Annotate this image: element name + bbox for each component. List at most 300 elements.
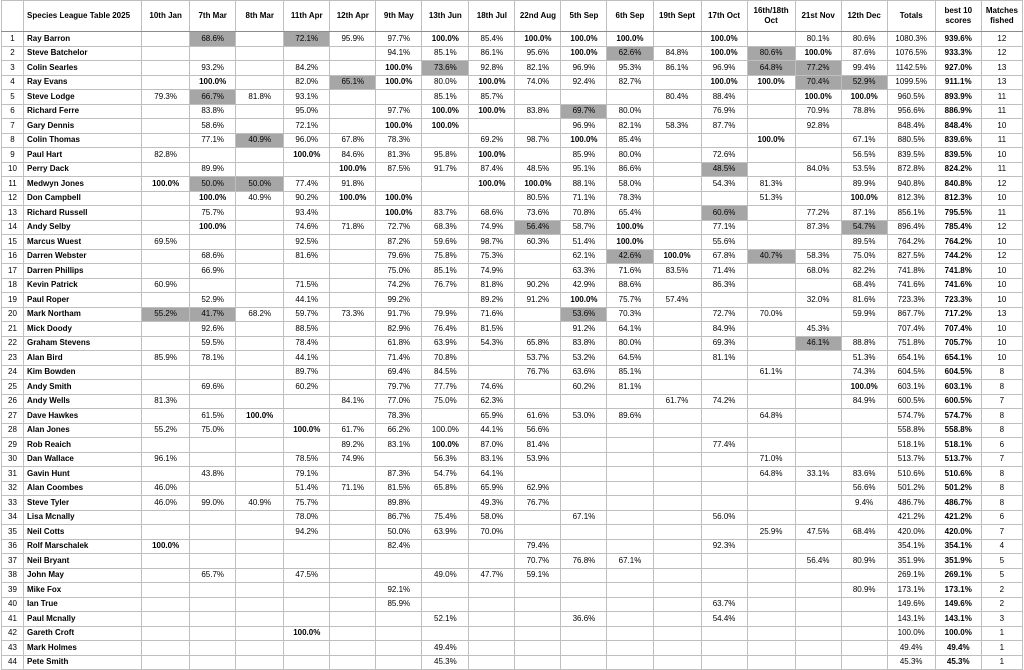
angler-name: Mick Doody xyxy=(24,322,142,337)
score-cell xyxy=(330,104,376,119)
position-cell: 21 xyxy=(2,322,24,337)
score-cell: 91.7% xyxy=(376,307,422,322)
score-cell xyxy=(607,510,653,525)
score-cell: 52.1% xyxy=(422,612,469,627)
score-cell: 70.3% xyxy=(607,307,653,322)
totals-cell: 896.4% xyxy=(887,220,935,235)
table-row xyxy=(2,626,1023,641)
position-cell: 40 xyxy=(2,597,24,612)
score-cell: 77.7% xyxy=(422,380,469,395)
score-cell xyxy=(515,119,561,134)
score-cell: 93.4% xyxy=(284,206,330,221)
totals-cell: 1142.5% xyxy=(887,61,935,76)
score-cell: 67.1% xyxy=(607,554,653,569)
totals-cell: 354.1% xyxy=(887,539,935,554)
score-cell: 88.6% xyxy=(607,278,653,293)
score-cell xyxy=(284,597,330,612)
score-cell xyxy=(330,61,376,76)
score-cell: 58.0% xyxy=(469,510,515,525)
angler-name: Andy Wells xyxy=(24,394,142,409)
score-cell xyxy=(515,90,561,105)
score-cell xyxy=(701,496,747,511)
score-cell xyxy=(236,554,284,569)
score-cell: 95.0% xyxy=(284,104,330,119)
score-cell: 100.0% xyxy=(607,220,653,235)
score-cell xyxy=(607,612,653,627)
matches-fished-cell: 12 xyxy=(981,220,1022,235)
score-cell xyxy=(330,264,376,279)
score-cell: 51.3% xyxy=(747,191,795,206)
totals-cell: 741.6% xyxy=(887,278,935,293)
angler-name: Perry Dack xyxy=(24,162,142,177)
score-cell: 86.3% xyxy=(701,278,747,293)
position-cell: 26 xyxy=(2,394,24,409)
score-cell xyxy=(653,409,701,424)
header-11th-apr: 11th Apr xyxy=(284,1,330,32)
score-cell: 78.8% xyxy=(841,104,887,119)
score-cell xyxy=(376,452,422,467)
score-cell xyxy=(515,612,561,627)
score-cell: 91.7% xyxy=(422,162,469,177)
score-cell: 64.8% xyxy=(747,467,795,482)
score-cell: 56.4% xyxy=(795,554,841,569)
matches-fished-cell: 10 xyxy=(981,119,1022,134)
score-cell xyxy=(653,365,701,380)
score-cell: 53.2% xyxy=(561,351,607,366)
score-cell: 66.2% xyxy=(376,423,422,438)
score-cell xyxy=(653,220,701,235)
score-cell: 81.8% xyxy=(236,90,284,105)
score-cell xyxy=(376,568,422,583)
score-cell xyxy=(376,177,422,192)
score-cell xyxy=(236,351,284,366)
table-row xyxy=(2,322,1023,337)
table-row xyxy=(2,249,1023,264)
best-10-cell: 741.6% xyxy=(935,278,981,293)
score-cell: 51.4% xyxy=(561,235,607,250)
table-row xyxy=(2,278,1023,293)
position-cell: 33 xyxy=(2,496,24,511)
matches-fished-cell: 10 xyxy=(981,191,1022,206)
best-10-cell: 927.0% xyxy=(935,61,981,76)
score-cell: 71.4% xyxy=(701,264,747,279)
score-cell: 68.6% xyxy=(190,249,236,264)
table-row xyxy=(2,525,1023,540)
score-cell: 92.1% xyxy=(376,583,422,598)
best-10-cell: 49.4% xyxy=(935,641,981,656)
score-cell: 100.0% xyxy=(376,206,422,221)
totals-cell: 604.5% xyxy=(887,365,935,380)
score-cell xyxy=(236,423,284,438)
score-cell xyxy=(236,467,284,482)
score-cell xyxy=(422,191,469,206)
score-cell xyxy=(142,626,190,641)
score-cell: 76.7% xyxy=(422,278,469,293)
angler-name: Alan Jones xyxy=(24,423,142,438)
score-cell xyxy=(190,46,236,61)
score-cell: 88.8% xyxy=(841,336,887,351)
score-cell xyxy=(515,510,561,525)
score-cell xyxy=(330,612,376,627)
score-cell xyxy=(701,380,747,395)
score-cell: 54.3% xyxy=(701,177,747,192)
score-cell: 69.3% xyxy=(701,336,747,351)
score-cell xyxy=(236,264,284,279)
score-cell: 95.3% xyxy=(607,61,653,76)
totals-cell: 960.5% xyxy=(887,90,935,105)
best-10-cell: 744.2% xyxy=(935,249,981,264)
score-cell xyxy=(841,452,887,467)
score-cell xyxy=(330,597,376,612)
totals-cell: 558.8% xyxy=(887,423,935,438)
score-cell xyxy=(190,278,236,293)
score-cell: 64.8% xyxy=(747,409,795,424)
score-cell xyxy=(376,626,422,641)
score-cell: 81.3% xyxy=(376,148,422,163)
score-cell: 100.0% xyxy=(422,119,469,134)
position-cell: 10 xyxy=(2,162,24,177)
score-cell: 60.2% xyxy=(284,380,330,395)
score-cell: 78.3% xyxy=(376,409,422,424)
score-cell xyxy=(142,438,190,453)
totals-cell: 751.8% xyxy=(887,336,935,351)
score-cell xyxy=(236,452,284,467)
score-cell: 58.7% xyxy=(561,220,607,235)
score-cell xyxy=(747,322,795,337)
position-cell: 9 xyxy=(2,148,24,163)
score-cell: 90.2% xyxy=(284,191,330,206)
score-cell xyxy=(236,641,284,656)
score-cell xyxy=(841,612,887,627)
angler-name: Marcus Wuest xyxy=(24,235,142,250)
score-cell xyxy=(653,307,701,322)
score-cell xyxy=(701,452,747,467)
score-cell xyxy=(795,568,841,583)
score-cell: 70.7% xyxy=(515,554,561,569)
score-cell: 47.7% xyxy=(469,568,515,583)
angler-name: Ian True xyxy=(24,597,142,612)
score-cell: 69.6% xyxy=(190,380,236,395)
score-cell: 96.9% xyxy=(561,61,607,76)
score-cell: 89.5% xyxy=(841,235,887,250)
score-cell xyxy=(747,641,795,656)
score-cell: 82.4% xyxy=(376,539,422,554)
score-cell: 77.4% xyxy=(284,177,330,192)
score-cell xyxy=(515,307,561,322)
score-cell xyxy=(236,380,284,395)
score-cell xyxy=(236,32,284,47)
angler-name: Mark Northam xyxy=(24,307,142,322)
score-cell: 87.2% xyxy=(376,235,422,250)
score-cell: 84.9% xyxy=(701,322,747,337)
score-cell xyxy=(236,206,284,221)
angler-name: Steve Batchelor xyxy=(24,46,142,61)
score-cell: 56.3% xyxy=(422,452,469,467)
score-cell xyxy=(747,148,795,163)
score-cell: 82.1% xyxy=(515,61,561,76)
score-cell: 81.1% xyxy=(701,351,747,366)
matches-fished-cell: 10 xyxy=(981,351,1022,366)
score-cell xyxy=(142,249,190,264)
score-cell xyxy=(142,641,190,656)
angler-name: Medwyn Jones xyxy=(24,177,142,192)
score-cell: 71.6% xyxy=(469,307,515,322)
score-cell: 87.1% xyxy=(841,206,887,221)
score-cell xyxy=(422,539,469,554)
score-cell xyxy=(236,612,284,627)
score-cell: 81.1% xyxy=(607,380,653,395)
totals-cell: 45.3% xyxy=(887,655,935,670)
score-cell xyxy=(469,365,515,380)
table-row xyxy=(2,568,1023,583)
score-cell: 79.6% xyxy=(376,249,422,264)
score-cell: 60.9% xyxy=(142,278,190,293)
position-cell: 17 xyxy=(2,264,24,279)
best-10-cell: 795.5% xyxy=(935,206,981,221)
score-cell xyxy=(607,525,653,540)
score-cell: 55.2% xyxy=(142,307,190,322)
score-cell: 77.0% xyxy=(376,394,422,409)
header-best-10: best 10 scores xyxy=(935,1,981,32)
score-cell xyxy=(795,351,841,366)
score-cell xyxy=(142,409,190,424)
score-cell xyxy=(330,539,376,554)
score-cell: 96.9% xyxy=(701,61,747,76)
score-cell: 100.0% xyxy=(561,46,607,61)
score-cell xyxy=(330,583,376,598)
score-cell xyxy=(747,235,795,250)
score-cell xyxy=(515,380,561,395)
score-cell xyxy=(142,104,190,119)
score-cell: 58.3% xyxy=(653,119,701,134)
score-cell xyxy=(841,119,887,134)
score-cell: 95.1% xyxy=(561,162,607,177)
score-cell: 32.0% xyxy=(795,293,841,308)
score-cell: 100.0% xyxy=(747,75,795,90)
score-cell: 83.1% xyxy=(376,438,422,453)
table-row xyxy=(2,467,1023,482)
score-cell xyxy=(376,90,422,105)
score-cell xyxy=(795,394,841,409)
score-cell: 85.7% xyxy=(469,90,515,105)
score-cell xyxy=(795,133,841,148)
angler-name: Neil Cotts xyxy=(24,525,142,540)
score-cell xyxy=(747,510,795,525)
score-cell xyxy=(795,148,841,163)
position-cell: 28 xyxy=(2,423,24,438)
score-cell xyxy=(330,568,376,583)
score-cell: 63.7% xyxy=(701,597,747,612)
position-cell: 23 xyxy=(2,351,24,366)
best-10-cell: 705.7% xyxy=(935,336,981,351)
score-cell xyxy=(236,162,284,177)
score-cell xyxy=(236,148,284,163)
position-cell: 5 xyxy=(2,90,24,105)
score-cell xyxy=(747,264,795,279)
score-cell xyxy=(607,481,653,496)
position-cell: 34 xyxy=(2,510,24,525)
score-cell: 70.8% xyxy=(561,206,607,221)
totals-cell: 1076.5% xyxy=(887,46,935,61)
score-cell xyxy=(330,409,376,424)
totals-cell: 510.6% xyxy=(887,467,935,482)
score-cell xyxy=(142,467,190,482)
score-cell: 74.2% xyxy=(701,394,747,409)
angler-name: Rob Reaich xyxy=(24,438,142,453)
best-10-cell: 600.5% xyxy=(935,394,981,409)
score-cell xyxy=(701,583,747,598)
score-cell xyxy=(653,322,701,337)
score-cell: 97.7% xyxy=(376,32,422,47)
score-cell: 92.5% xyxy=(284,235,330,250)
totals-cell: 764.2% xyxy=(887,235,935,250)
score-cell xyxy=(795,655,841,670)
score-cell: 92.8% xyxy=(469,61,515,76)
score-cell xyxy=(142,191,190,206)
matches-fished-cell: 12 xyxy=(981,46,1022,61)
score-cell xyxy=(653,75,701,90)
score-cell xyxy=(607,394,653,409)
angler-name: Alan Coombes xyxy=(24,481,142,496)
score-cell: 78.3% xyxy=(376,133,422,148)
score-cell: 80.0% xyxy=(607,336,653,351)
score-cell: 87.5% xyxy=(376,162,422,177)
score-cell: 92.6% xyxy=(190,322,236,337)
score-cell xyxy=(653,510,701,525)
best-10-cell: 785.4% xyxy=(935,220,981,235)
score-cell xyxy=(142,75,190,90)
matches-fished-cell: 11 xyxy=(981,206,1022,221)
score-cell xyxy=(284,264,330,279)
totals-cell: 49.4% xyxy=(887,641,935,656)
score-cell xyxy=(515,597,561,612)
score-cell: 86.1% xyxy=(653,61,701,76)
best-10-cell: 149.6% xyxy=(935,597,981,612)
score-cell: 89.6% xyxy=(607,409,653,424)
score-cell: 100.0% xyxy=(422,423,469,438)
score-cell: 54.7% xyxy=(422,467,469,482)
score-cell: 49.0% xyxy=(422,568,469,583)
score-cell xyxy=(795,496,841,511)
position-cell: 38 xyxy=(2,568,24,583)
table-row xyxy=(2,612,1023,627)
position-cell: 43 xyxy=(2,641,24,656)
score-cell: 74.3% xyxy=(841,365,887,380)
score-cell: 36.6% xyxy=(561,612,607,627)
score-cell: 80.1% xyxy=(795,32,841,47)
angler-name: Mike Fox xyxy=(24,583,142,598)
score-cell: 63.6% xyxy=(561,365,607,380)
angler-name: Gareth Croft xyxy=(24,626,142,641)
score-cell xyxy=(330,278,376,293)
score-cell xyxy=(653,539,701,554)
score-cell: 87.4% xyxy=(469,162,515,177)
score-cell: 82.8% xyxy=(142,148,190,163)
totals-cell: 603.1% xyxy=(887,380,935,395)
score-cell xyxy=(653,626,701,641)
score-cell: 75.4% xyxy=(422,510,469,525)
score-cell: 61.7% xyxy=(330,423,376,438)
score-cell: 65.8% xyxy=(515,336,561,351)
header-row xyxy=(2,1,1023,32)
score-cell: 100.0% xyxy=(841,191,887,206)
score-cell: 100.0% xyxy=(142,177,190,192)
score-cell: 71.5% xyxy=(284,278,330,293)
angler-name: Gary Dennis xyxy=(24,119,142,134)
score-cell: 81.4% xyxy=(515,438,561,453)
score-cell: 73.6% xyxy=(515,206,561,221)
score-cell: 71.1% xyxy=(561,191,607,206)
score-cell xyxy=(747,496,795,511)
score-cell: 49.4% xyxy=(422,641,469,656)
header-9th-may: 9th May xyxy=(376,1,422,32)
score-cell xyxy=(607,539,653,554)
score-cell: 41.7% xyxy=(190,307,236,322)
score-cell: 88.4% xyxy=(701,90,747,105)
score-cell: 72.1% xyxy=(284,32,330,47)
score-cell xyxy=(561,423,607,438)
angler-name: Kim Bowden xyxy=(24,365,142,380)
angler-name: Ray Barron xyxy=(24,32,142,47)
score-cell xyxy=(422,554,469,569)
score-cell xyxy=(190,641,236,656)
score-cell xyxy=(561,452,607,467)
score-cell xyxy=(142,655,190,670)
score-cell xyxy=(469,119,515,134)
score-cell xyxy=(422,496,469,511)
score-cell xyxy=(330,380,376,395)
position-cell: 2 xyxy=(2,46,24,61)
score-cell: 80.9% xyxy=(841,583,887,598)
header-7th-mar: 7th Mar xyxy=(190,1,236,32)
score-cell: 68.2% xyxy=(236,307,284,322)
score-cell xyxy=(330,119,376,134)
score-cell xyxy=(747,278,795,293)
score-cell: 100.0% xyxy=(469,177,515,192)
totals-cell: 149.6% xyxy=(887,597,935,612)
score-cell xyxy=(190,394,236,409)
score-cell xyxy=(142,61,190,76)
score-cell: 100.0% xyxy=(469,75,515,90)
score-cell: 57.4% xyxy=(653,293,701,308)
score-cell xyxy=(795,510,841,525)
position-cell: 41 xyxy=(2,612,24,627)
score-cell xyxy=(653,641,701,656)
matches-fished-cell: 10 xyxy=(981,322,1022,337)
score-cell: 100.0% xyxy=(561,32,607,47)
score-cell xyxy=(607,568,653,583)
score-cell xyxy=(653,496,701,511)
score-cell: 72.6% xyxy=(701,148,747,163)
score-cell: 60.2% xyxy=(561,380,607,395)
score-cell: 74.9% xyxy=(469,220,515,235)
angler-name: Steve Tyler xyxy=(24,496,142,511)
best-10-cell: 486.7% xyxy=(935,496,981,511)
best-10-cell: 933.3% xyxy=(935,46,981,61)
score-cell: 59.1% xyxy=(515,568,561,583)
score-cell: 81.8% xyxy=(469,278,515,293)
score-cell: 72.1% xyxy=(284,119,330,134)
score-cell: 46.0% xyxy=(142,496,190,511)
position-cell: 3 xyxy=(2,61,24,76)
score-cell: 100.0% xyxy=(653,249,701,264)
score-cell xyxy=(561,626,607,641)
score-cell: 100.0% xyxy=(376,119,422,134)
position-cell: 19 xyxy=(2,293,24,308)
score-cell: 75.0% xyxy=(422,394,469,409)
score-cell: 100.0% xyxy=(142,539,190,554)
score-cell xyxy=(747,293,795,308)
